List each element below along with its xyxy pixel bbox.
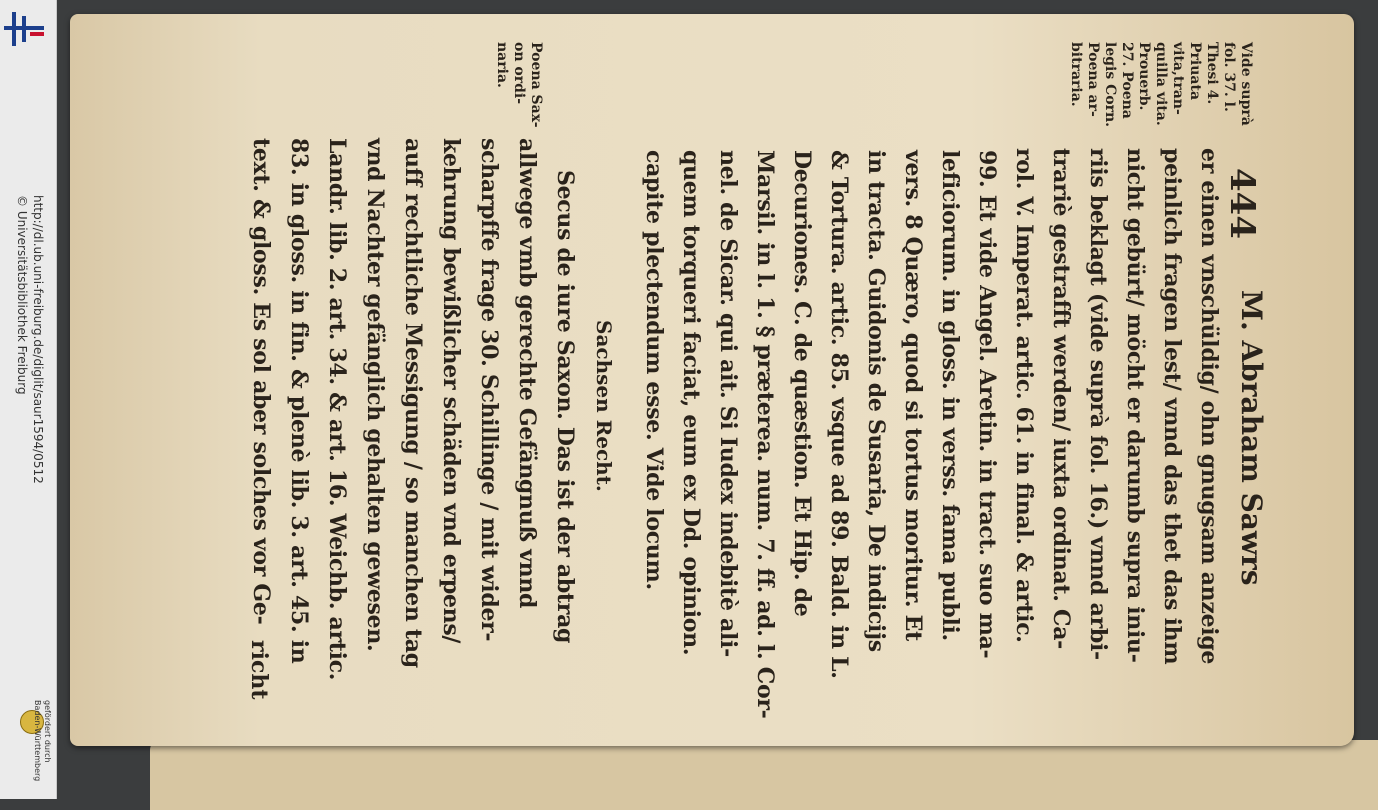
catchword: richt [246, 640, 272, 700]
margin-note: fol. 37. l. [1221, 42, 1237, 112]
text-line: auff rechtliche Messigung / so manchen tag [400, 138, 426, 668]
text-line: 83. in gloss. in fin. & plenè lib. 3. art. 45. in [286, 138, 312, 664]
margin-note: on ordi- [511, 42, 527, 105]
margin-note: bitraria. [1068, 42, 1084, 107]
margin-note: Poena Sax- [528, 42, 544, 128]
viewer-sidebar [0, 0, 57, 799]
text-line: Marsil. in l. 1. § præterea. num. 7. ff. ad. l. Cor- [752, 150, 778, 719]
section-heading: Sachsen Recht. [592, 320, 616, 492]
margin-note: Poena ar- [1085, 42, 1101, 117]
margin-note: Priuata [1187, 42, 1203, 101]
text-line: trariè gestrafft werden/ iuxta ordinat. Ca- [1048, 148, 1074, 650]
university-logo-icon [4, 8, 46, 50]
text-line: vers. 8 Quæro, quod si tortus moritur. Et [900, 150, 926, 641]
margin-note: Prouerb. [1136, 42, 1152, 111]
funder-label: gefördert durch [43, 700, 52, 763]
funder-badge [6, 700, 52, 790]
margin-note: legis Corn. [1102, 42, 1118, 127]
text-line: Decuriones. C. de quæstion. Et Hip. de [789, 150, 815, 617]
text-line: er einen vnschüldig/ ohn gnugsam anzeige [1196, 148, 1222, 665]
text-line: text. & gloss. Es sol aber solches vor Ge- [248, 138, 274, 625]
margin-note: quilla vita. [1153, 42, 1169, 126]
margin-note: vita,tran- [1170, 42, 1186, 115]
text-line: Landr. lib. 2. art. 34. & art. 16. Weichb. artic. [324, 138, 350, 681]
margin-note: Vide suprà [1238, 42, 1254, 126]
text-line: nicht gebürt/ möcht er darumb supra iniu- [1122, 148, 1148, 663]
text-line: kehrung bewißlicher schäden vnd erpens/ [438, 138, 464, 644]
text-line: capite plectendum esse. Vide locum. [641, 150, 667, 590]
text-line: rol. V. Imperat. artic. 61. in final. & artic. [1011, 148, 1037, 643]
text-line: in tracta. Guidonis de Susaria, De indicijs [863, 150, 889, 652]
text-line: & Tortura. artic. 85. vsque ad 89. Bald. in L. [826, 150, 852, 679]
margin-note: 27. Poena [1119, 42, 1135, 119]
page-number: 444 [1222, 168, 1262, 239]
text-line: allwege vmb gerechte Gefängnuß vnnd [514, 138, 540, 609]
text-line: vnd Nachter gefänglich gehalten gewesen. [362, 138, 388, 652]
text-line: riis beklagt (vide suprà fol. 16.) vnnd arbi- [1085, 148, 1111, 660]
text-line: Secus de iure Saxon. Das ist der abtrag [552, 170, 578, 644]
copyright-notice: © Universitätsbibliothek Freiburg [15, 195, 29, 395]
margin-note: Thesi 4. [1204, 42, 1220, 105]
funder-name: Baden-Württemberg [33, 700, 42, 782]
text-line: leficiorum. in gloss. in verss. fama publi. [937, 150, 963, 641]
running-head: M. Abraham Sawrs [1235, 290, 1268, 586]
facing-page [150, 740, 1378, 810]
source-url: http://dl.ub.uni-freiburg.de/diglit/saur1594/0512 © Universitätsbibliothek Freiburg [15, 195, 45, 484]
text-line: 99. Et vide Angel. Aretin. in tract. suo ma- [974, 150, 1000, 659]
text-line: quem torqueri faciat, eum ex Dd. opinion. [678, 150, 704, 656]
text-line: scharpffe frage 30. Schillinge / mit wider- [476, 138, 502, 642]
margin-note: naria. [494, 42, 510, 88]
text-line: nel. de Sicar. qui ait. Si Iudex indebitè ali- [715, 150, 741, 657]
text-line: peinlich fragen lest/ vnnd das thet das ihm [1159, 148, 1185, 665]
